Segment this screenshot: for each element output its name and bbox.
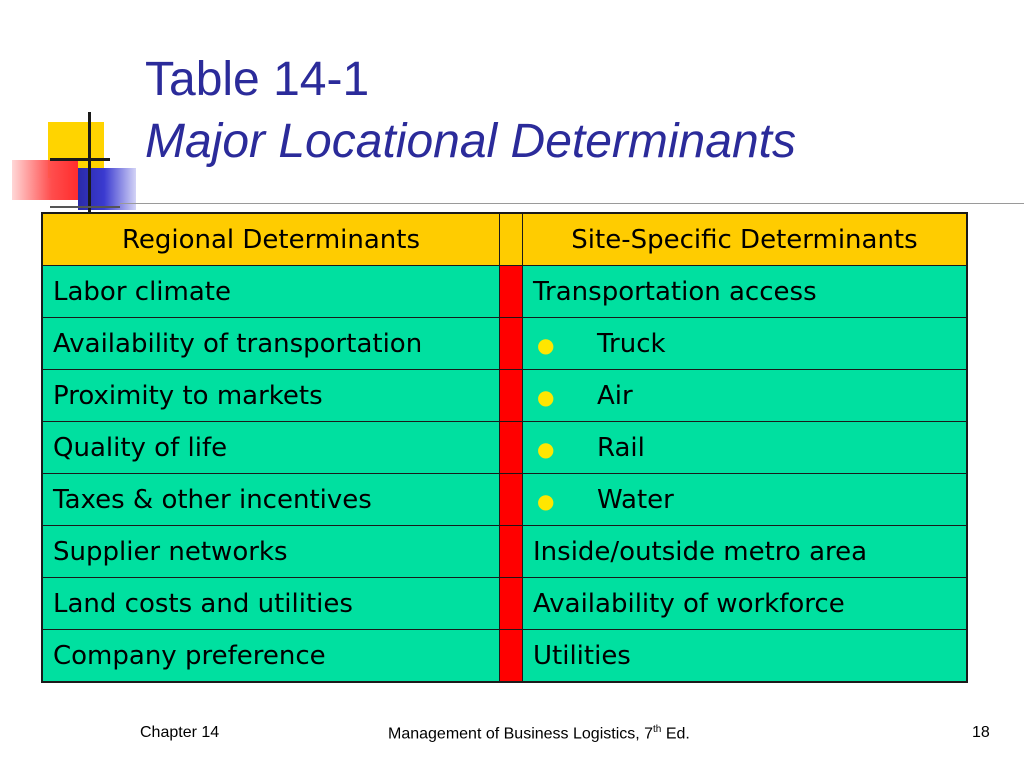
site-specific-cell [523, 318, 968, 370]
table-row [42, 526, 967, 578]
table-row [42, 266, 967, 318]
footer-book-title [388, 724, 690, 743]
column-separator [500, 474, 523, 526]
title-line-2: Major Locational Determinants [145, 115, 796, 168]
column-separator [500, 578, 523, 630]
column-separator [500, 213, 523, 266]
site-specific-cell: Availability of workforce [523, 578, 968, 630]
site-specific-text: Water [597, 484, 674, 515]
column-separator [500, 266, 523, 318]
site-specific-cell [523, 370, 968, 422]
regional-cell: Supplier networks [42, 526, 500, 578]
site-specific-text: Truck [597, 328, 666, 359]
column-separator [500, 318, 523, 370]
footer-book-sup: th [653, 724, 662, 735]
determinants-table [41, 212, 968, 683]
title-line-1: Table 14-1 [145, 53, 370, 106]
column-separator [500, 630, 523, 683]
regional-cell: Land costs and utilities [42, 578, 500, 630]
table-row [42, 318, 967, 370]
header-regional: Regional Determinants [42, 213, 500, 266]
site-specific-text: Air [597, 380, 633, 411]
table-row [42, 578, 967, 630]
decorative-red-bar [12, 160, 78, 200]
site-specific-cell [523, 474, 968, 526]
decorative-vertical-line [88, 112, 91, 216]
bullet-icon: ● [537, 436, 555, 461]
table-row [42, 474, 967, 526]
regional-cell: Proximity to markets [42, 370, 500, 422]
regional-cell: Availability of transportation [42, 318, 500, 370]
footer-chapter: Chapter 14 [140, 724, 220, 741]
bullet-icon: ● [537, 488, 555, 513]
column-separator [500, 526, 523, 578]
regional-cell: Taxes & other incentives [42, 474, 500, 526]
regional-cell: Company preference [42, 630, 500, 683]
bullet-icon: ● [537, 332, 555, 357]
regional-cell: Labor climate [42, 266, 500, 318]
decorative-horizontal-line [50, 158, 110, 161]
table-row [42, 370, 967, 422]
table-row [42, 630, 967, 683]
site-specific-text: Rail [597, 432, 645, 463]
decorative-horizontal-line-lower [50, 206, 120, 208]
site-specific-cell: Transportation access [523, 266, 968, 318]
column-separator [500, 422, 523, 474]
site-specific-cell: Inside/outside metro area [523, 526, 968, 578]
slide-title [145, 52, 796, 170]
footer-book-edition: Ed. [661, 725, 690, 743]
regional-cell: Quality of life [42, 422, 500, 474]
title-divider [120, 203, 1024, 204]
bullet-icon: ● [537, 384, 555, 409]
site-specific-cell [523, 422, 968, 474]
footer-page-number: 18 [972, 724, 990, 741]
column-separator [500, 370, 523, 422]
table-row [42, 422, 967, 474]
table-header-row [42, 213, 967, 266]
footer-book-text: Management of Business Logistics, 7 [388, 725, 654, 743]
header-site-specific: Site-Specific Determinants [523, 213, 968, 266]
site-specific-cell: Utilities [523, 630, 968, 683]
